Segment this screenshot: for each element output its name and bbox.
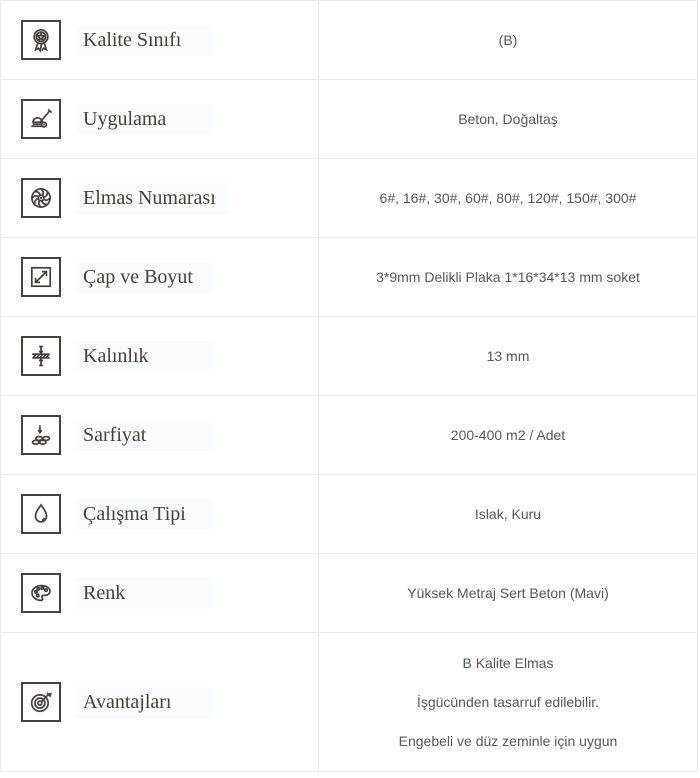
spec-name-cell [1, 238, 319, 316]
spec-value-cell [319, 396, 697, 474]
spec-label: Çalışma Tipi [76, 499, 213, 530]
turbine-icon [21, 178, 61, 218]
spec-value-cell [319, 1, 697, 79]
spec-label: Kalite Sınıfı [76, 25, 213, 56]
table-row [1, 475, 697, 554]
table-row [1, 554, 697, 633]
spec-value: 13 mm [486, 348, 530, 364]
spec-name-cell [1, 554, 319, 632]
spec-value: Beton, Doğaltaş [458, 111, 558, 127]
spec-label: Sarfiyat [76, 420, 213, 451]
spec-label: Çap ve Boyut [76, 262, 213, 293]
spec-name-cell [1, 317, 319, 395]
spec-value-cell [319, 317, 697, 395]
spec-value-line: Engebeli ve düz zeminle için uygun [398, 733, 618, 749]
spec-value-cell [319, 475, 697, 553]
spec-name-cell [1, 159, 319, 237]
table-row [1, 159, 697, 238]
spec-label: Uygulama [76, 104, 213, 135]
droplet-icon [21, 494, 61, 534]
spec-value: Yüksek Metraj Sert Beton (Mavi) [407, 585, 609, 601]
spec-value-cell [319, 238, 697, 316]
spec-value: 200-400 m2 / Adet [450, 427, 566, 443]
spec-name-cell [1, 633, 319, 771]
spec-label: Elmas Numarası [76, 183, 228, 214]
spec-value-cell [319, 633, 697, 771]
consumption-icon [21, 415, 61, 455]
palette-icon [21, 573, 61, 613]
spec-value-line: B Kalite Elmas [462, 655, 554, 671]
spec-value-cell [319, 554, 697, 632]
spec-name-cell [1, 80, 319, 158]
spec-value-cell [319, 80, 697, 158]
table-row [1, 396, 697, 475]
spec-name-cell [1, 475, 319, 553]
table-row [1, 1, 697, 80]
spec-value: (B) [498, 32, 518, 48]
spec-label: Avantajları [76, 687, 213, 718]
spec-label: Kalınlık [76, 341, 213, 372]
resize-icon [21, 257, 61, 297]
table-row [1, 238, 697, 317]
spec-value: 6#, 16#, 30#, 60#, 80#, 120#, 150#, 300# [379, 190, 637, 206]
spec-name-cell [1, 1, 319, 79]
spec-value-cell [319, 159, 697, 237]
spec-value: 3*9mm Delikli Plaka 1*16*34*13 mm soket [376, 269, 640, 285]
spec-name-cell [1, 396, 319, 474]
table-row [1, 80, 697, 159]
spec-label: Renk [76, 578, 213, 609]
table-row [1, 633, 697, 772]
table-row [1, 317, 697, 396]
target-icon [21, 682, 61, 722]
medal-icon [21, 20, 61, 60]
thickness-icon [21, 336, 61, 376]
spec-value: Islak, Kuru [474, 506, 542, 522]
grinder-icon [21, 99, 61, 139]
spec-value-line: İşgücünden tasarruf edilebilir. [416, 694, 600, 710]
